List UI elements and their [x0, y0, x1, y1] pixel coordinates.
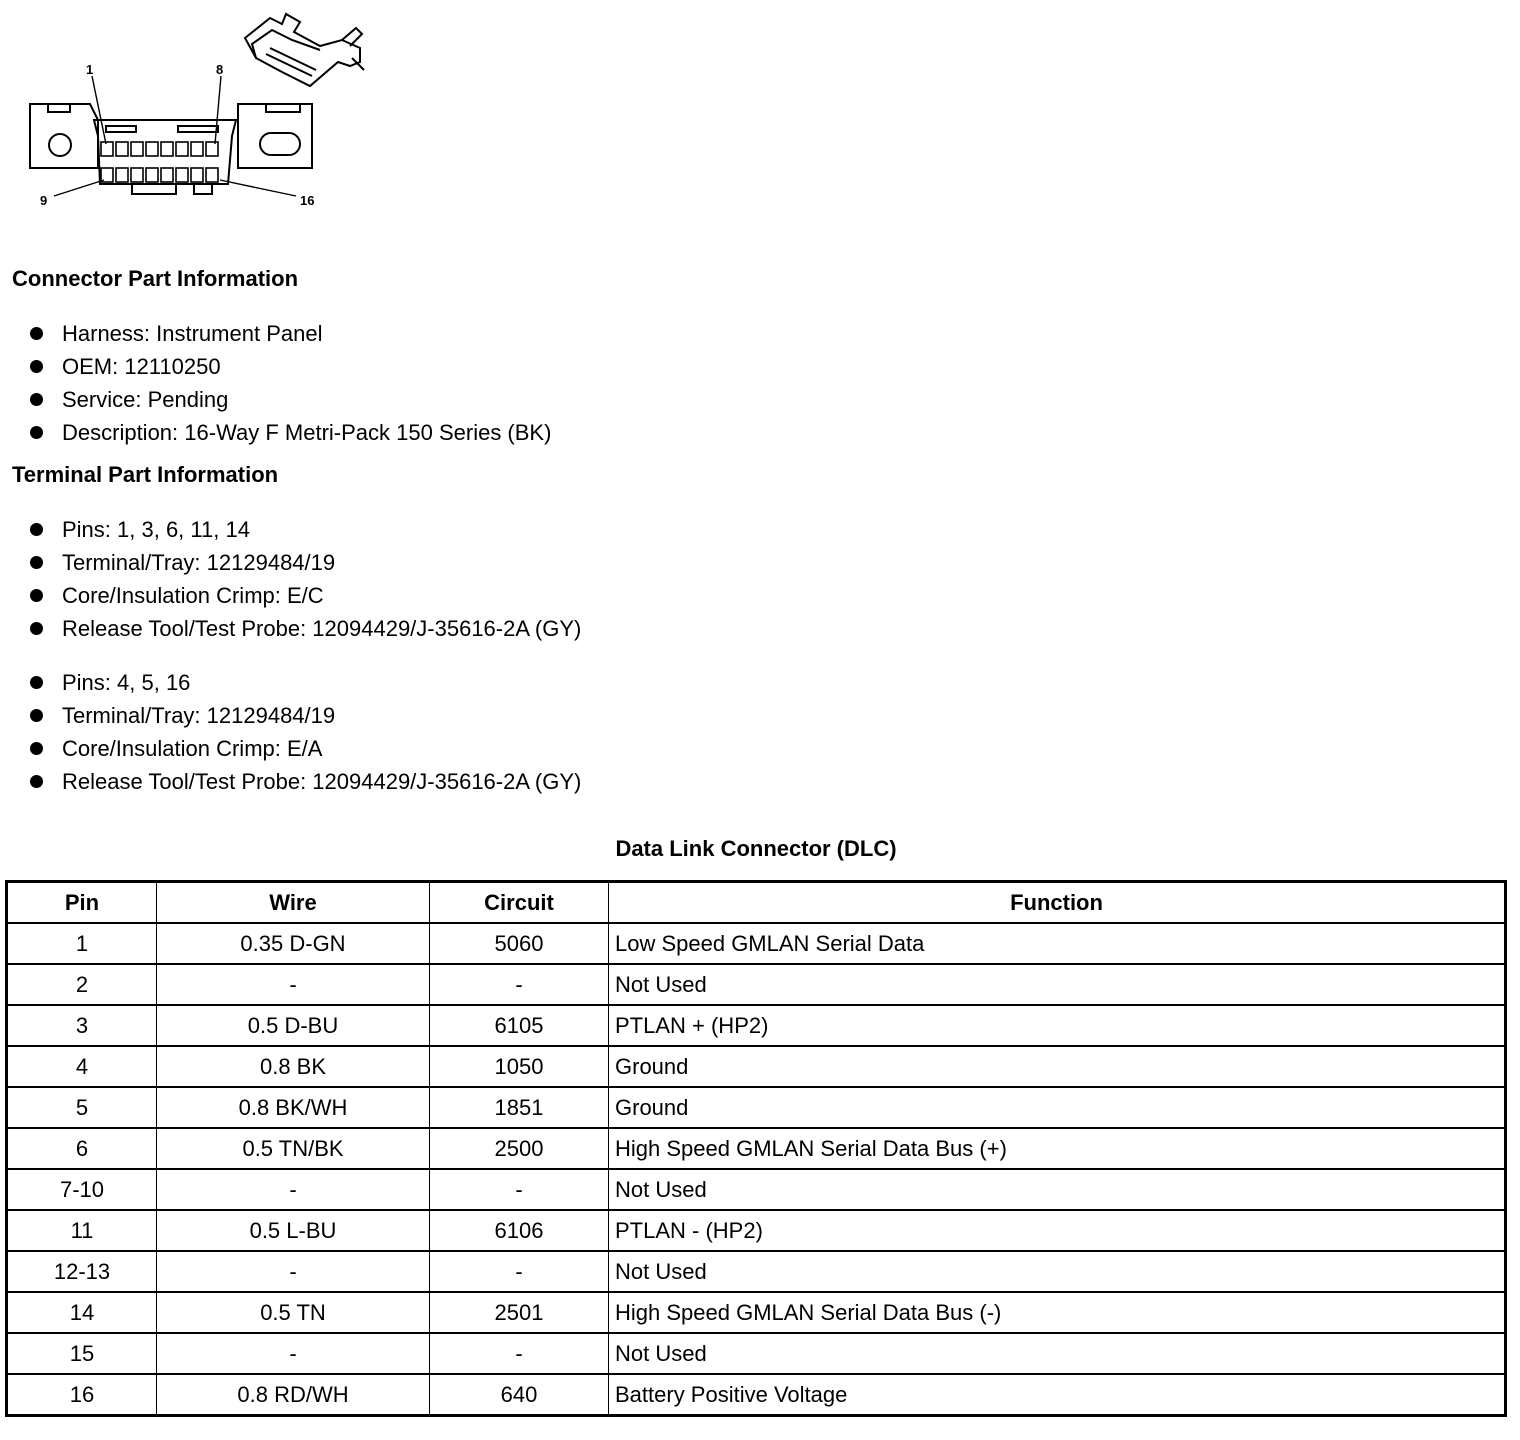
bullet-icon: [30, 393, 43, 406]
table-row: [7, 1087, 1506, 1128]
connector-part-heading: Connector Part Information: [12, 266, 299, 291]
circuit-cell: -: [430, 1251, 609, 1292]
pin-label-16: 16: [300, 193, 315, 208]
pin-cell: 12-13: [7, 1251, 157, 1292]
bullet-icon: [30, 360, 43, 373]
left-mounting-ear: [30, 104, 98, 168]
circuit-cell: 6105: [430, 1005, 609, 1046]
function-cell: Ground: [609, 1046, 1506, 1087]
table-row: [7, 923, 1506, 964]
pin-row-top: [101, 142, 218, 156]
pin-row-bottom: [101, 168, 218, 182]
right-mounting-ear: [238, 104, 312, 168]
bullet-icon: [30, 742, 43, 755]
function-cell: Ground: [609, 1087, 1506, 1128]
table-row: [7, 964, 1506, 1005]
table-row: [7, 1210, 1506, 1251]
table-row: [7, 1333, 1506, 1374]
bullet-icon: [30, 775, 43, 788]
list-item: Terminal/Tray: 12129484/19: [28, 546, 581, 579]
pin-cell: 7-10: [7, 1169, 157, 1210]
bullet-icon: [30, 426, 43, 439]
pin-cell: 15: [7, 1333, 157, 1374]
pin-label-1: 1: [86, 62, 94, 77]
circuit-cell: 5060: [430, 923, 609, 964]
list-item: Harness: Instrument Panel: [28, 317, 551, 350]
list-item: Pins: 4, 5, 16: [28, 666, 581, 699]
circuit-cell: 1050: [430, 1046, 609, 1087]
terminal-part-list-2: [28, 666, 581, 798]
connector-part-list: [28, 317, 551, 449]
bullet-icon: [30, 589, 43, 602]
pin-cell: 14: [7, 1292, 157, 1333]
list-item: Release Tool/Test Probe: 12094429/J-35616-2A (GY): [28, 765, 581, 798]
wire-cell: -: [157, 1169, 430, 1210]
table-row: [7, 1292, 1506, 1333]
wire-cell: 0.35 D-GN: [157, 923, 430, 964]
table-row: [7, 1374, 1506, 1416]
bullet-icon: [30, 327, 43, 340]
bullet-icon: [30, 676, 43, 689]
list-item: Description: 16-Way F Metri-Pack 150 Series (BK): [28, 416, 551, 449]
wire-cell: 0.8 BK/WH: [157, 1087, 430, 1128]
pin-cell: 1: [7, 923, 157, 964]
pin-cell: 16: [7, 1374, 157, 1416]
column-header-function: Function: [609, 882, 1506, 924]
right-mount-hole: [260, 133, 300, 155]
connector-diagram: [20, 0, 380, 215]
circuit-cell: -: [430, 964, 609, 1005]
function-cell: High Speed GMLAN Serial Data Bus (+): [609, 1128, 1506, 1169]
function-cell: Battery Positive Voltage: [609, 1374, 1506, 1416]
table-header-row: [7, 882, 1506, 924]
list-item: Terminal/Tray: 12129484/19: [28, 699, 581, 732]
list-item: Pins: 1, 3, 6, 11, 14: [28, 513, 581, 546]
function-cell: High Speed GMLAN Serial Data Bus (-): [609, 1292, 1506, 1333]
wire-cell: -: [157, 1251, 430, 1292]
circuit-cell: 1851: [430, 1087, 609, 1128]
wire-cell: -: [157, 1333, 430, 1374]
terminal-part-heading: Terminal Part Information: [12, 462, 279, 487]
circuit-cell: 2501: [430, 1292, 609, 1333]
circuit-cell: -: [430, 1169, 609, 1210]
function-cell: Not Used: [609, 1333, 1506, 1374]
circuit-cell: 640: [430, 1374, 609, 1416]
table-title: Data Link Connector (DLC): [615, 836, 897, 861]
wire-cell: 0.8 RD/WH: [157, 1374, 430, 1416]
wire-cell: 0.5 TN/BK: [157, 1128, 430, 1169]
wire-cell: 0.5 D-BU: [157, 1005, 430, 1046]
table-row: [7, 1046, 1506, 1087]
circuit-cell: 6106: [430, 1210, 609, 1251]
bullet-icon: [30, 622, 43, 635]
pin-cell: 5: [7, 1087, 157, 1128]
left-mount-hole: [49, 134, 71, 156]
wire-cell: 0.5 TN: [157, 1292, 430, 1333]
circuit-cell: 2500: [430, 1128, 609, 1169]
table-row: [7, 1169, 1506, 1210]
pin-cell: 6: [7, 1128, 157, 1169]
dlc-pinout-table: [5, 880, 1507, 1417]
pin-cell: 2: [7, 964, 157, 1005]
list-item: Core/Insulation Crimp: E/C: [28, 579, 581, 612]
function-cell: Low Speed GMLAN Serial Data: [609, 923, 1506, 964]
column-header-pin: Pin: [7, 882, 157, 924]
list-item: Service: Pending: [28, 383, 551, 416]
column-header-circuit: Circuit: [430, 882, 609, 924]
column-header-wire: Wire: [157, 882, 430, 924]
pin-label-9: 9: [40, 193, 48, 208]
function-cell: Not Used: [609, 964, 1506, 1005]
pin-cell: 3: [7, 1005, 157, 1046]
list-item: Core/Insulation Crimp: E/A: [28, 732, 581, 765]
circuit-cell: -: [430, 1333, 609, 1374]
pin-cell: 11: [7, 1210, 157, 1251]
list-item: Release Tool/Test Probe: 12094429/J-35616-2A (GY): [28, 612, 581, 645]
wire-cell: 0.5 L-BU: [157, 1210, 430, 1251]
function-cell: Not Used: [609, 1169, 1506, 1210]
table-row: [7, 1005, 1506, 1046]
bullet-icon: [30, 523, 43, 536]
bullet-icon: [30, 556, 43, 569]
bullet-icon: [30, 709, 43, 722]
connector-isometric-sketch: [245, 14, 364, 86]
list-item: OEM: 12110250: [28, 350, 551, 383]
table-row: [7, 1128, 1506, 1169]
function-cell: PTLAN + (HP2): [609, 1005, 1506, 1046]
wire-cell: -: [157, 964, 430, 1005]
pin-cell: 4: [7, 1046, 157, 1087]
function-cell: PTLAN - (HP2): [609, 1210, 1506, 1251]
terminal-part-list-1: [28, 513, 581, 645]
function-cell: Not Used: [609, 1251, 1506, 1292]
pin-label-8: 8: [216, 62, 224, 77]
table-row: [7, 1251, 1506, 1292]
wire-cell: 0.8 BK: [157, 1046, 430, 1087]
